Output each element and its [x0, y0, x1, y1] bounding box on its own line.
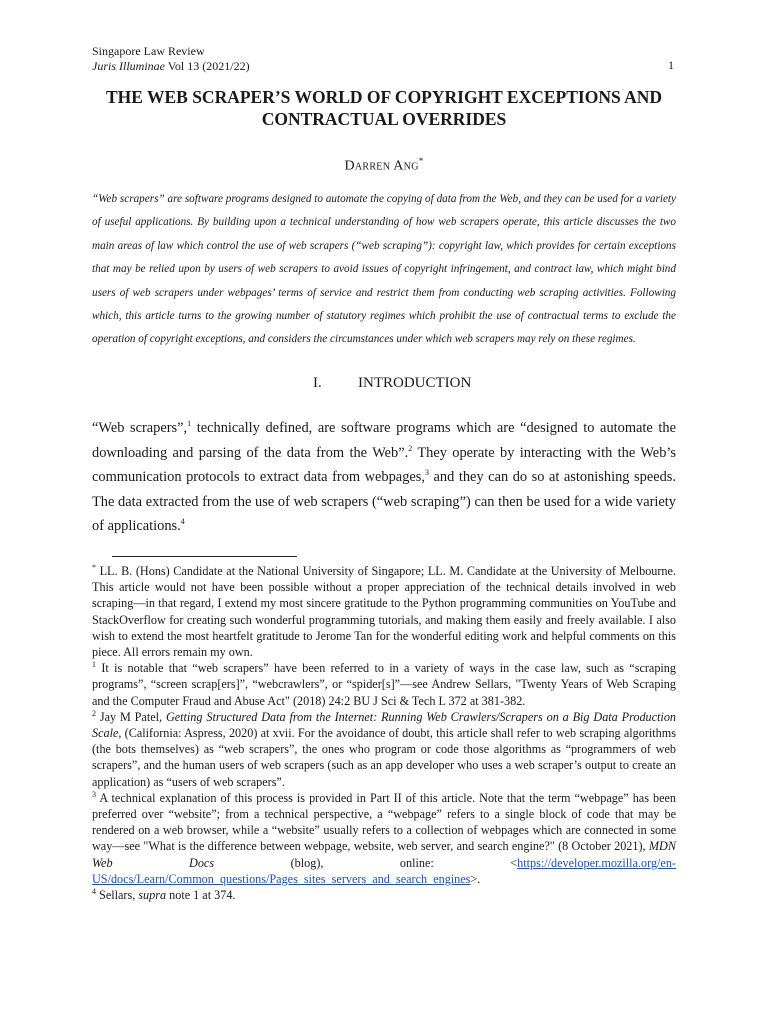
- supra-text: supra: [138, 888, 167, 903]
- body-paragraph: [92, 416, 676, 539]
- footnote-star: [92, 563, 676, 660]
- author-name: Darren Ang: [344, 158, 419, 174]
- footnote-ref[interactable]: 1: [187, 419, 192, 429]
- footnote-mark: 2: [92, 708, 96, 718]
- running-header: [92, 44, 250, 74]
- source-title: MDN Web Docs: [92, 839, 676, 870]
- footnote-ref[interactable]: 4: [180, 517, 185, 527]
- article-title: THE WEB SCRAPER’S WORLD OF COPYRIGHT EXCEPTIONS AND CONTRACTUAL OVERRIDES: [105, 87, 663, 129]
- footnote-text: note 1 at 374.: [166, 888, 236, 903]
- author-line: [0, 156, 768, 175]
- volume-label: Vol 13 (2021/22): [167, 59, 250, 73]
- footnote-text: A technical explanation of this process is provided in Part II of this article. Note that the term “webpage” has been preferred over “website”; from a technical perspective, a “webpage” refers to a single block of code that may be rendered on a web browser, while a “website” usually refers to a collection of webpages which are connected in some way—see "What is the difference between webpage, website, web server, and search engine?" (8 October 2021),: [92, 790, 676, 854]
- section-number: I.: [313, 375, 322, 391]
- series-name: Juris Illuminae: [92, 59, 165, 73]
- journal-name: Singapore Law Review: [92, 44, 205, 58]
- footnote-1: [92, 660, 676, 709]
- body-text: and they can do so at astonishing speeds. The data extracted from the use of web scrapers (“web scraping”) can then be used for a wide variety of applications.: [92, 469, 676, 535]
- footnote-text: It is notable that “web scrapers” have been referred to in a variety of ways in the case law, such as “scraping programs”, “screen scrap[ers]”, “webcrawlers”, or “spider[s]”—see Andrew Sellars, "Twenty Years of Web Scraping and the Computer Fraud and Abuse Act" (2018) 24:2 BU J Sci & Tech L 372 at 381-382.: [92, 661, 676, 708]
- footnote-text: , (California: Aspress, 2020) at xvii. For the avoidance of doubt, this article shall refer to web scraping algorithms (the bots themselves) as “web scrapers”, the ones who program or code those algorithms as “programmers of web scrapers”, and the human users of web scrapers (such as an app developer who uses a web scraper’s output to create an application) as “users of web scrapers”.: [92, 726, 676, 789]
- footnote-divider: [112, 556, 297, 557]
- journal-volume: [92, 59, 250, 74]
- footnote-ref[interactable]: 2: [408, 443, 413, 453]
- footnote-2: [92, 709, 676, 790]
- footnote-mark: 4: [92, 887, 96, 896]
- footnote-4: [92, 887, 676, 903]
- section-name: INTRODUCTION: [358, 375, 472, 391]
- footnote-text: LL. B. (Hons) Candidate at the National University of Singapore; LL. M. Candidate at the University of Melbourne. This article would not have been possible without a proper appreciation of the technical details involved in web scraping—in that regard, I extend my most sincere gratitude to the Python programming communities on YouTube and StackOverflow for creating such wonderful programming tutorials, and making them easily and freely available. I also wish to extend the most heartfelt gratitude to Jerome Tan for the wonderful editing work and helpful comments on this piece. All errors remain my own.: [92, 564, 676, 660]
- footnote-ref[interactable]: 3: [424, 468, 429, 478]
- footnote-3: [92, 790, 676, 887]
- footnote-text: Jay M Patel,: [96, 709, 166, 724]
- footnote-text: Sellars,: [96, 888, 139, 903]
- footnote-mark: *: [92, 562, 96, 572]
- body-text: technically defined, are software programs which are “designed to automate the downloading and parsing of the data from the Web”.: [92, 420, 676, 461]
- body-text: They operate by interacting with the Web’s communication protocols to extract data from webpages,: [92, 444, 676, 486]
- page-number: 1: [668, 58, 674, 72]
- footnote-mark: 1: [92, 660, 96, 670]
- footnote-text: (blog), online: <: [214, 855, 518, 870]
- mdn-link[interactable]: https://developer.mozilla.org/en-US/docs/Learn/Common_questions/Pages_sites_servers_and_search_engines: [92, 855, 676, 886]
- book-title: Getting Structured Data from the Internet: Running Web Crawlers/Scrapers on a Big Data Production Scale: [92, 709, 677, 741]
- body-text: “Web scrapers”,: [92, 420, 188, 436]
- author-footnote-mark[interactable]: *: [418, 156, 424, 166]
- footnote-mark: 3: [92, 789, 96, 799]
- abstract: “Web scrapers” are software programs designed to automate the copying of data from the Web, and they can be used for a variety of useful applications. By building upon a technical understanding of how web scrapers operate, this article discusses the two main areas of law which control the use of web scrapers (“web scraping”): copyright law, which provides for certain exceptions that may be relied upon by users of web scrapers to avoid issues of copyright infringement, and contract law, which might bind users of web scrapers under webpages’ terms of service and restrict them from conducting web scraping activities. Following which, this article turns to the growing number of statutory regimes which prohibit the use of contractual terms to exclude the operation of copyright exceptions, and considers the circumstances under which web scrapers may rely on these regimes.: [92, 193, 676, 346]
- footnotes: [92, 563, 676, 903]
- footnote-text: >.: [470, 871, 481, 886]
